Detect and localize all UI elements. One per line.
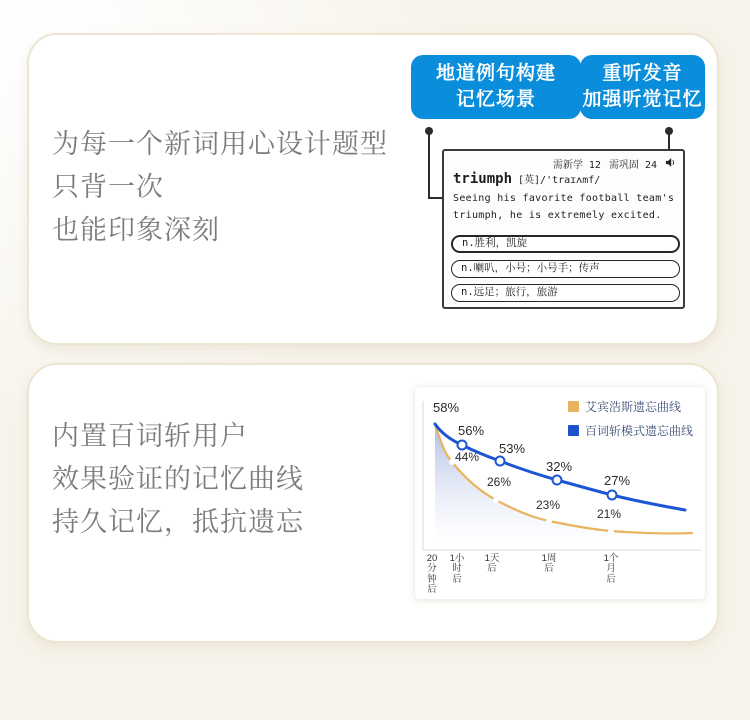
x-tick-20min: 20分钟后 <box>426 553 438 596</box>
legend-swatch-blue <box>568 425 579 436</box>
headline-line: 只背一次 <box>52 172 164 202</box>
promo-card-memory-curve <box>27 363 719 643</box>
headline-line: 持久记忆，抵抗遗忘 <box>52 507 304 537</box>
point-label-56: 56% <box>458 423 485 438</box>
word-device-mock <box>442 149 685 309</box>
speaker-icon <box>665 157 676 171</box>
point-label-21: 21% <box>597 507 622 521</box>
x-tick-1week: 1周后 <box>541 553 557 575</box>
headline-line: 也能印象深刻 <box>52 215 220 245</box>
forgetting-curve-chart <box>415 387 705 599</box>
baicizhan-point-marker <box>608 491 617 500</box>
legend-item-ebbinghaus <box>568 398 693 415</box>
option-button-trumpet: n.喇叭，小号；小号手；传声 <box>451 260 680 278</box>
baicizhan-point-marker <box>553 476 562 485</box>
legend-swatch-yellow <box>568 401 579 412</box>
device-sentence-line: Seeing his favorite football team's <box>453 193 675 204</box>
baicizhan-point-marker <box>458 441 467 450</box>
point-label-26: 26% <box>487 475 512 489</box>
need-learn-count: 需新学 12 <box>552 160 601 171</box>
callout-example-sentence <box>411 55 581 119</box>
x-tick-1day: 1天后 <box>484 553 500 575</box>
headline-line: 内置百词斩用户 <box>52 421 248 451</box>
device-word-row <box>453 171 600 187</box>
callout-line: 记忆场景 <box>455 89 536 110</box>
option-button-trip: n.远足；旅行，旅游 <box>451 284 680 302</box>
connector-line <box>428 133 430 199</box>
promo-card-question-types <box>27 33 719 345</box>
point-label-32: 32% <box>546 459 573 474</box>
point-label-44: 44% <box>455 450 480 464</box>
callout-line: 地道例句构建 <box>435 63 556 84</box>
callout-relisten-audio <box>580 55 705 119</box>
point-label-23: 23% <box>536 498 561 512</box>
headline-question-types <box>52 123 388 252</box>
x-tick-1hour: 1小时后 <box>449 553 465 585</box>
callout-line: 加强听觉记忆 <box>582 89 703 110</box>
headline-line: 为每一个新词用心设计题型 <box>52 129 388 159</box>
legend-label: 百词斩模式遗忘曲线 <box>584 424 693 438</box>
device-status-bar <box>553 156 676 171</box>
point-label-53: 53% <box>499 441 526 456</box>
legend-label: 艾宾浩斯遗忘曲线 <box>584 400 681 414</box>
option-button-victory: n.胜利，凯旋 <box>451 235 680 253</box>
need-review-count: 需巩固 24 <box>608 160 657 171</box>
device-phonetic: [英]/'traɪʌmf/ <box>518 175 601 186</box>
ebbinghaus-point-gap <box>493 497 499 503</box>
legend-item-baicizhan <box>568 422 693 439</box>
ebbinghaus-point-gap <box>546 518 552 524</box>
ebbinghaus-point-gap <box>608 528 614 534</box>
device-word: triumph <box>453 171 513 187</box>
baicizhan-point-marker <box>496 457 505 466</box>
chart-legend <box>568 398 693 446</box>
callout-line: 重听发音 <box>602 63 683 84</box>
point-label-27: 27% <box>604 473 631 488</box>
headline-memory-curve <box>52 415 304 544</box>
x-tick-1month: 1个月后 <box>603 553 619 585</box>
point-label-58: 58% <box>433 400 460 415</box>
device-sentence-line: triumph, he is extremely excited. <box>453 210 662 221</box>
headline-line: 效果验证的记忆曲线 <box>52 464 304 494</box>
